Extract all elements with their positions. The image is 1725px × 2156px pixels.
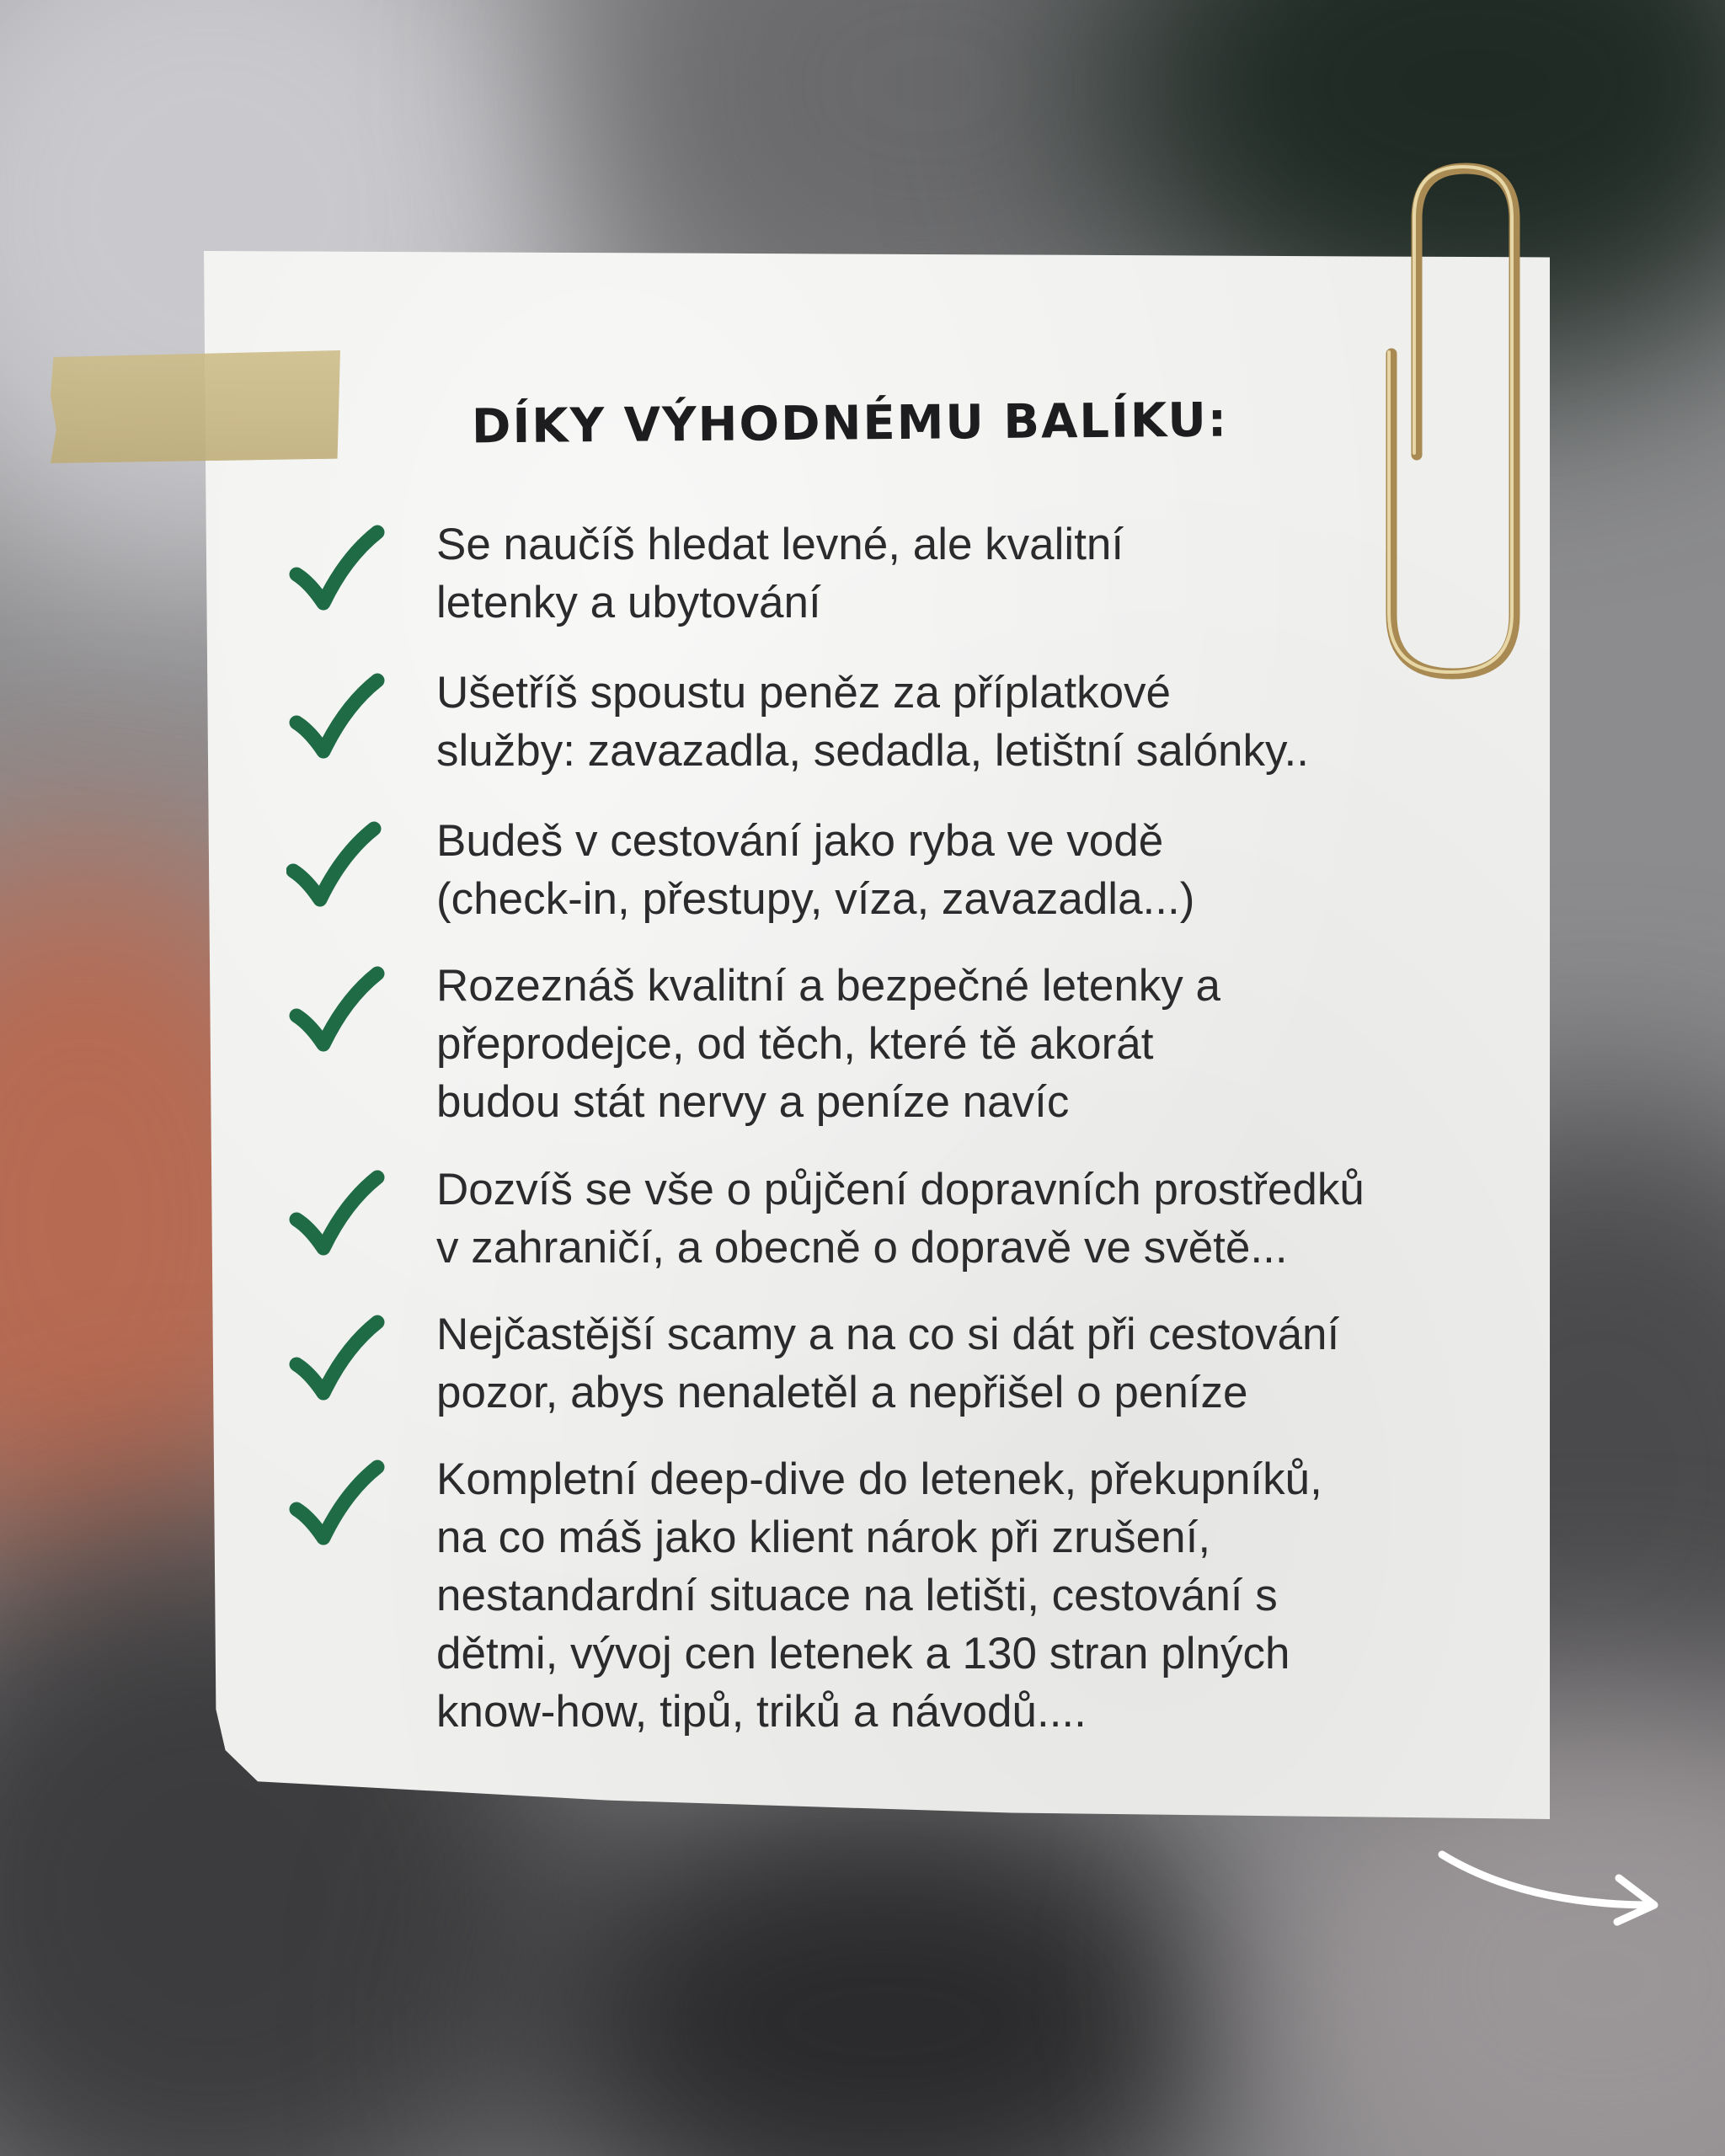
- list-item-text: Nejčastější scamy a na co si dát při cestování pozor, abys nenaletěl a nepřišel o peníze: [436, 1310, 1340, 1417]
- check-icon: [286, 963, 387, 1056]
- check-icon: [286, 670, 387, 763]
- page-title: DÍKY VÝHODNÉMU BALÍKU:: [471, 392, 1229, 455]
- check-icon: [286, 1312, 387, 1405]
- list-item-text: Dozvíš se vše o půjčení dopravních prostředků v zahraničí, a obecně o dopravě ve světě...: [436, 1165, 1365, 1273]
- check-icon: [286, 1167, 387, 1260]
- check-icon: [286, 1457, 387, 1550]
- check-icon: [286, 819, 387, 911]
- list-item-text: Budeš v cestování jako ryba ve vodě (check-in, přestupy, víza, zavazadla...): [436, 816, 1195, 924]
- check-icon: [286, 522, 387, 615]
- list-item-text: Se naučíš hledat levné, ale kvalitní letenky a ubytování: [436, 520, 1124, 627]
- masking-tape: [51, 350, 340, 463]
- list-item-text: Kompletní deep-dive do letenek, překupníků, na co máš jako klient nárok při zrušení, nestandardní situace na letišti, cestování s dětmi, vývoj cen letenek a 130 stran plných know-how, tipů, triků a návodů....: [436, 1454, 1322, 1737]
- list-item-text: Ušetříš spoustu peněz za příplatkové služby: zavazadla, sedadla, letištní salónky..: [436, 668, 1310, 776]
- arrow-right-icon[interactable]: [1432, 1838, 1668, 1939]
- list-item-text: Rozeznáš kvalitní a bezpečné letenky a přeprodejce, od těch, které tě akorát budou stát nervy a peníze navíc: [436, 961, 1220, 1127]
